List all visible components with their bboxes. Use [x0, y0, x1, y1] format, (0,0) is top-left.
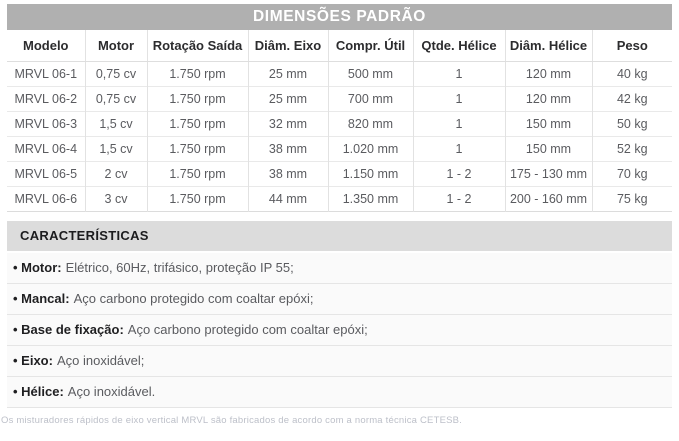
cell-compr-util: 1.150 mm [328, 161, 413, 186]
cell-peso: 52 kg [592, 136, 672, 161]
cell-peso: 40 kg [592, 61, 672, 86]
cell-diam-eixo: 38 mm [248, 161, 328, 186]
cell-diam-helice: 120 mm [505, 86, 592, 111]
table-row [7, 161, 672, 186]
cell-motor: 0,75 cv [85, 86, 147, 111]
feature-row-motor [7, 253, 672, 284]
feature-label: • Eixo: [13, 352, 53, 368]
table-row [7, 136, 672, 161]
column-header-compr-util: Compr. Útil [328, 30, 413, 61]
feature-row-helice [7, 377, 672, 408]
characteristics-list [7, 253, 672, 408]
cell-motor: 2 cv [85, 161, 147, 186]
feature-text: Aço inoxidável; [56, 352, 145, 368]
cell-compr-util: 500 mm [328, 61, 413, 86]
spec-sheet [0, 4, 679, 441]
cell-compr-util: 700 mm [328, 86, 413, 111]
cell-motor: 1,5 cv [85, 111, 147, 136]
column-header-motor: Motor [85, 30, 147, 61]
table-row [7, 61, 672, 86]
column-header-diam-helice: Diâm. Hélice [505, 30, 592, 61]
characteristics-heading: CARACTERÍSTICAS [7, 221, 672, 251]
cell-modelo: MRVL 06-4 [7, 136, 85, 161]
cell-diam-helice: 200 - 160 mm [505, 186, 592, 211]
cell-peso: 70 kg [592, 161, 672, 186]
cell-motor: 0,75 cv [85, 61, 147, 86]
column-header-qtde-helice: Qtde. Hélice [413, 30, 505, 61]
feature-text: Elétrico, 60Hz, trifásico, proteção IP 55; [65, 259, 294, 275]
feature-row-eixo [7, 346, 672, 377]
cell-motor: 3 cv [85, 186, 147, 211]
footnote: Os misturadores rápidos de eixo vertical MRVL são fabricados de acordo com a norma técnica CETESB. [1, 414, 463, 426]
cell-modelo: MRVL 06-5 [7, 161, 85, 186]
feature-label: • Mancal: [13, 290, 70, 306]
cell-compr-util: 1.350 mm [328, 186, 413, 211]
feature-label: • Hélice: [13, 383, 64, 399]
cell-rotacao: 1.750 rpm [147, 161, 248, 186]
dimensions-table [7, 30, 672, 212]
feature-row-base-fixacao [7, 315, 672, 346]
feature-text: Aço inoxidável. [67, 383, 156, 399]
feature-text: Aço carbono protegido com coaltar epóxi; [127, 321, 368, 337]
feature-label: • Base de fixação: [13, 321, 124, 337]
table-row [7, 111, 672, 136]
cell-diam-eixo: 32 mm [248, 111, 328, 136]
cell-motor: 1,5 cv [85, 136, 147, 161]
cell-compr-util: 1.020 mm [328, 136, 413, 161]
table-row [7, 86, 672, 111]
cell-rotacao: 1.750 rpm [147, 86, 248, 111]
cell-qtde-helice: 1 - 2 [413, 186, 505, 211]
table-row [7, 186, 672, 211]
cell-modelo: MRVL 06-3 [7, 111, 85, 136]
cell-compr-util: 820 mm [328, 111, 413, 136]
cell-rotacao: 1.750 rpm [147, 61, 248, 86]
cell-qtde-helice: 1 - 2 [413, 161, 505, 186]
column-header-rotacao-saida: Rotação Saída [147, 30, 248, 61]
feature-text: Aço carbono protegido com coaltar epóxi; [73, 290, 314, 306]
cell-diam-helice: 120 mm [505, 61, 592, 86]
cell-modelo: MRVL 06-1 [7, 61, 85, 86]
cell-peso: 42 kg [592, 86, 672, 111]
column-header-diam-eixo: Diâm. Eixo [248, 30, 328, 61]
feature-label: • Motor: [13, 259, 62, 275]
cell-diam-helice: 150 mm [505, 111, 592, 136]
cell-peso: 75 kg [592, 186, 672, 211]
cell-modelo: MRVL 06-6 [7, 186, 85, 211]
feature-row-mancal [7, 284, 672, 315]
cell-qtde-helice: 1 [413, 86, 505, 111]
cell-qtde-helice: 1 [413, 111, 505, 136]
cell-rotacao: 1.750 rpm [147, 136, 248, 161]
cell-modelo: MRVL 06-2 [7, 86, 85, 111]
cell-qtde-helice: 1 [413, 136, 505, 161]
table-header-row [7, 30, 672, 61]
cell-diam-eixo: 44 mm [248, 186, 328, 211]
cell-diam-helice: 175 - 130 mm [505, 161, 592, 186]
cell-rotacao: 1.750 rpm [147, 111, 248, 136]
cell-diam-eixo: 25 mm [248, 86, 328, 111]
column-header-peso: Peso [592, 30, 672, 61]
cell-qtde-helice: 1 [413, 61, 505, 86]
cell-diam-eixo: 25 mm [248, 61, 328, 86]
column-header-modelo: Modelo [7, 30, 85, 61]
cell-diam-eixo: 38 mm [248, 136, 328, 161]
page-title: DIMENSÕES PADRÃO [7, 4, 672, 30]
cell-rotacao: 1.750 rpm [147, 186, 248, 211]
cell-peso: 50 kg [592, 111, 672, 136]
cell-diam-helice: 150 mm [505, 136, 592, 161]
